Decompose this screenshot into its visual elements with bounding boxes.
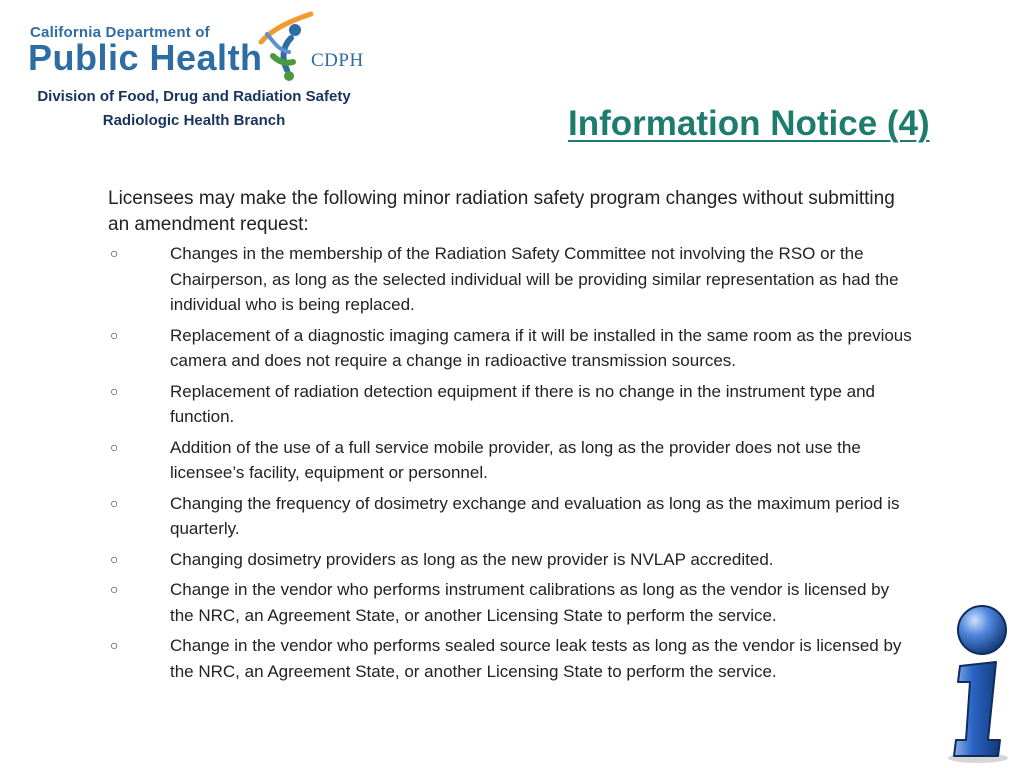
circle-bullet-icon: ○ — [110, 550, 119, 567]
circle-bullet-icon: ○ — [110, 326, 119, 343]
list-item-text: Replacement of a diagnostic imaging camera if it will be installed in the same room as the previous camera and does not require a change in radioactive transmission sources. — [170, 325, 912, 370]
list-item-text: Change in the vendor who performs instrument calibrations as long as the vendor is licensed by the NRC, an Agreement State, or another Licensing State to perform the service. — [170, 580, 890, 625]
list-item-text: Replacement of radiation detection equipment if there is no change in the instrument type and function. — [170, 381, 875, 426]
person-figure-icon — [253, 6, 323, 84]
circle-bullet-icon: ○ — [110, 637, 119, 653]
list-item — [108, 241, 916, 318]
information-icon — [938, 600, 1016, 764]
list-item-text: Changing the frequency of dosimetry exchange and evaluation as long as the maximum period is quarterly. — [170, 493, 900, 538]
list-item — [108, 547, 916, 573]
list-item-text: Changes in the membership of the Radiation Safety Committee not involving the RSO or the Chairperson, as long as the selected individual will be providing similar representation as had the individual who is being replaced. — [170, 244, 899, 314]
logo-acronym: CDPH — [311, 50, 364, 71]
list-item — [108, 491, 916, 542]
list-item — [108, 435, 916, 486]
list-item — [108, 323, 916, 374]
circle-bullet-icon: ○ — [110, 438, 119, 455]
circle-bullet-icon: ○ — [110, 581, 119, 597]
list-item-text: Change in the vendor who performs sealed source leak tests as long as the vendor is licensed by the NRC, an Agreement State, or another Licensing State to perform the service. — [170, 636, 902, 681]
logo-line2: Public Health — [28, 37, 263, 78]
list-item-text: Addition of the use of a full service mobile provider, as long as the provider does not use the licensee’s facility, equipment or personnel. — [170, 437, 861, 482]
list-item — [108, 633, 916, 684]
cdph-logo — [28, 6, 368, 86]
list-item-text: Changing dosimetry providers as long as the new provider is NVLAP accredited. — [170, 549, 774, 569]
circle-bullet-icon: ○ — [110, 382, 119, 399]
circle-bullet-icon: ○ — [110, 245, 119, 261]
slide-title: Information Notice (4) — [568, 104, 930, 143]
intro-text: Licensees may make the following minor radiation safety program changes without submitting an amendment request: — [108, 188, 895, 235]
branch-name: Radiologic Health Branch — [102, 112, 286, 129]
logo-line1: California Department of — [30, 24, 210, 41]
list-item — [108, 379, 916, 430]
list-item — [108, 577, 916, 628]
circle-bullet-icon: ○ — [110, 494, 119, 511]
slide-content — [108, 186, 916, 689]
division-name: Division of Food, Drug and Radiation Safety — [37, 88, 351, 105]
change-list — [108, 241, 916, 684]
